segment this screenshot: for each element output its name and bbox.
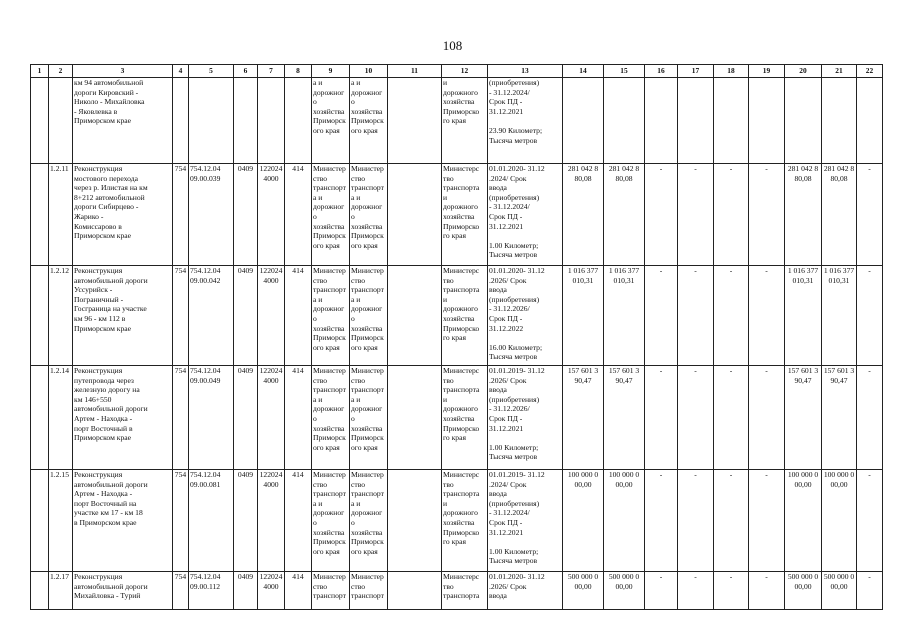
cell-col14 [563, 164, 604, 266]
cell-text: 01.01.2020- 31.12 .2026/ Срок ввода (приобретения) - 31.12.2026/ Срок ПД - 31.12.2022 16.00 Километр; Тысяча метров [489, 266, 545, 362]
cell-col-1 [31, 572, 49, 610]
cell-col17 [678, 78, 714, 164]
cell-name [73, 164, 173, 266]
cell-col9 [312, 572, 350, 610]
cell-vr [285, 470, 312, 572]
cell-col21 [822, 266, 857, 366]
cell-text: 1.2.17 [50, 572, 69, 581]
cell-name [73, 572, 173, 610]
cell-text: - [694, 572, 697, 581]
cell-grbs [173, 78, 189, 164]
cell-text: Министерс тво транспорта и дорожного хозяйства Приморско го края [443, 470, 480, 547]
cell-col21 [822, 164, 857, 266]
cell-text: Реконструкция путепровода через железную дорогу на км 146+550 автомобильной дороги Артем - Находка - порт Восточный в Приморском крае [74, 366, 148, 443]
cell-num [49, 572, 73, 610]
cell-col19 [749, 78, 785, 164]
cell-text: 500 000 0 00,00 [567, 572, 599, 591]
cell-kcsr [258, 366, 285, 470]
cell-text: 0409 [237, 366, 254, 375]
cell-text: а и дорожног о хозяйства Приморск ого края [351, 78, 384, 135]
cell-col14 [563, 366, 604, 470]
cell-num [49, 470, 73, 572]
cell-col11 [388, 78, 442, 164]
cell-text: 754.12.04 09.00.049 [190, 366, 221, 385]
cell-text: 157 601 3 90,47 [567, 366, 599, 385]
cell-vr [285, 572, 312, 610]
cell-col21 [822, 78, 857, 164]
cell-name [73, 266, 173, 366]
cell-col9 [312, 366, 350, 470]
cell-text: 122024 4000 [259, 572, 283, 591]
cell-col9 [312, 266, 350, 366]
cell-col20 [785, 78, 822, 164]
cell-text: 157 601 3 90,47 [823, 366, 855, 385]
cell-col9 [312, 470, 350, 572]
cell-text: - [868, 366, 871, 375]
column-header: 3 [73, 65, 173, 78]
cell-text: Министер ство транспорт а и дорожног о хозяйства Приморск ого края [351, 266, 384, 352]
cell-text: 414 [292, 266, 304, 275]
cell-col10 [350, 78, 388, 164]
cell-code [189, 78, 234, 164]
table-row [31, 470, 883, 572]
cell-col-1 [31, 470, 49, 572]
table-row [31, 572, 883, 610]
cell-text: - [659, 266, 663, 275]
cell-text: Реконструкция автомобильной дороги Михайловка - Турий [74, 572, 148, 601]
cell-text: 500 000 0 00,00 [823, 572, 855, 591]
cell-col17 [678, 470, 714, 572]
cell-col10 [350, 470, 388, 572]
cell-col12 [442, 470, 488, 572]
cell-text: 1 016 377 010,31 [608, 266, 640, 285]
cell-text: 414 [292, 572, 304, 581]
cell-text: Министер ство транспорт а и дорожног о хозяйства Приморск ого края [351, 164, 384, 250]
cell-text: - [729, 470, 733, 479]
cell-text: - [868, 164, 871, 173]
cell-text: 414 [292, 164, 304, 173]
cell-text: а и дорожног о хозяйства Приморск ого края [313, 78, 346, 135]
cell-col15 [604, 266, 645, 366]
cell-text: 281 042 8 80,08 [608, 164, 640, 183]
table-row [31, 78, 883, 164]
cell-col21 [822, 572, 857, 610]
cell-vr [285, 266, 312, 366]
cell-col11 [388, 366, 442, 470]
cell-text: 281 042 8 80,08 [567, 164, 599, 183]
cell-col13 [488, 164, 563, 266]
cell-col22 [857, 266, 883, 366]
cell-text: - [659, 164, 663, 173]
cell-text: 01.01.2019- 31.12 .2026/ Срок ввода (приобретения) - 31.12.2026/ Срок ПД - 31.12.2021 1.00 Километр; Тысяча метров [489, 366, 545, 462]
cell-num [49, 78, 73, 164]
column-number-row [31, 65, 883, 78]
column-header: 22 [857, 65, 883, 78]
cell-col20 [785, 572, 822, 610]
cell-col22 [857, 572, 883, 610]
cell-text: Министерс тво транспорта и дорожного хозяйства Приморско го края [443, 266, 480, 343]
cell-col12 [442, 366, 488, 470]
cell-col14 [563, 572, 604, 610]
cell-text: 122024 4000 [259, 164, 283, 183]
cell-grbs [173, 164, 189, 266]
cell-section [234, 164, 258, 266]
cell-kcsr [258, 164, 285, 266]
cell-col12 [442, 78, 488, 164]
table-body [31, 78, 883, 610]
column-header: 13 [488, 65, 563, 78]
cell-col11 [388, 266, 442, 366]
cell-text: 1 016 377 010,31 [787, 266, 819, 285]
cell-code [189, 164, 234, 266]
cell-col12 [442, 266, 488, 366]
cell-col18 [714, 266, 749, 366]
cell-text: - [729, 266, 733, 275]
table-row [31, 366, 883, 470]
column-header: 14 [563, 65, 604, 78]
page-number: 108 [442, 38, 463, 53]
cell-col11 [388, 572, 442, 610]
column-header: 16 [645, 65, 678, 78]
cell-col19 [749, 470, 785, 572]
cell-vr [285, 366, 312, 470]
cell-col21 [822, 366, 857, 470]
cell-kcsr [258, 266, 285, 366]
cell-text: Министерс тво транспорта [443, 572, 480, 601]
cell-col-1 [31, 266, 49, 366]
cell-col17 [678, 366, 714, 470]
cell-text: Министер ство транспорт а и дорожног о хозяйства Приморск ого края [351, 366, 384, 452]
cell-col11 [388, 164, 442, 266]
cell-col10 [350, 366, 388, 470]
cell-text: - [694, 266, 697, 275]
cell-col14 [563, 266, 604, 366]
cell-vr [285, 164, 312, 266]
cell-text: и дорожного хозяйства Приморско го края [443, 78, 480, 126]
cell-col16 [645, 266, 678, 366]
column-header: 19 [749, 65, 785, 78]
cell-text: 100 000 0 00,00 [608, 470, 640, 489]
cell-text: - [765, 164, 768, 173]
cell-text: 754.12.04 09.00.112 [190, 572, 221, 591]
cell-col13 [488, 78, 563, 164]
cell-col17 [678, 572, 714, 610]
cell-text: 414 [292, 366, 304, 375]
cell-text: Министер ство транспорт а и дорожног о хозяйства Приморск ого края [313, 164, 346, 250]
cell-text: Министерс тво транспорта и дорожного хозяйства Приморско го края [443, 164, 480, 241]
cell-col18 [714, 366, 749, 470]
cell-col19 [749, 266, 785, 366]
cell-text: 1 016 377 010,31 [567, 266, 599, 285]
cell-num [49, 366, 73, 470]
cell-col10 [350, 266, 388, 366]
cell-col20 [785, 366, 822, 470]
cell-text: - [694, 164, 697, 173]
cell-text: - [868, 572, 871, 581]
cell-col9 [312, 164, 350, 266]
cell-col20 [785, 470, 822, 572]
cell-col15 [604, 572, 645, 610]
cell-vr [285, 78, 312, 164]
cell-text: 0409 [237, 470, 254, 479]
cell-col19 [749, 366, 785, 470]
cell-col13 [488, 470, 563, 572]
cell-text: - [868, 266, 871, 275]
cell-text: 100 000 0 00,00 [567, 470, 599, 489]
cell-text: Министер ство транспорт а и дорожног о хозяйства Приморск ого края [351, 470, 384, 556]
cell-col18 [714, 78, 749, 164]
cell-grbs [173, 266, 189, 366]
cell-text: 100 000 0 00,00 [787, 470, 819, 489]
column-header: 4 [173, 65, 189, 78]
cell-text: 414 [292, 470, 304, 479]
cell-col19 [749, 164, 785, 266]
cell-text: 281 042 8 80,08 [823, 164, 855, 183]
cell-col14 [563, 78, 604, 164]
cell-text: 122024 4000 [259, 266, 283, 285]
cell-text: 1.2.14 [50, 366, 69, 375]
cell-text: Реконструкция автомобильной дороги Уссурийск - Пограничный - Госграница на участке км 96 - км 112 в Приморском крае [74, 266, 148, 333]
budget-table [30, 64, 883, 610]
cell-text: 157 601 3 90,47 [787, 366, 819, 385]
cell-col14 [563, 470, 604, 572]
column-header: 21 [822, 65, 857, 78]
cell-col18 [714, 572, 749, 610]
cell-num [49, 164, 73, 266]
cell-text: 281 042 8 80,08 [787, 164, 819, 183]
cell-code [189, 470, 234, 572]
cell-kcsr [258, 572, 285, 610]
cell-col-1 [31, 78, 49, 164]
cell-text: - [765, 470, 768, 479]
cell-text: 754 [174, 366, 187, 375]
cell-col15 [604, 78, 645, 164]
cell-col9 [312, 78, 350, 164]
cell-text: Реконструкция мостового перехода через р. Илистая на км 8+212 автомобильной дороги Сибирцево - Жарико - Комиссарово в Приморском крае [74, 164, 148, 241]
column-header: 10 [350, 65, 388, 78]
cell-text: - [694, 470, 697, 479]
column-header: 5 [189, 65, 234, 78]
cell-kcsr [258, 78, 285, 164]
cell-col11 [388, 470, 442, 572]
cell-text: - [659, 366, 663, 375]
cell-col22 [857, 366, 883, 470]
cell-col21 [822, 470, 857, 572]
cell-text: 500 000 0 00,00 [787, 572, 819, 591]
cell-section [234, 78, 258, 164]
cell-text: 754.12.04 09.00.081 [190, 470, 221, 489]
cell-text: - [765, 366, 768, 375]
cell-col-1 [31, 164, 49, 266]
cell-section [234, 572, 258, 610]
cell-name [73, 366, 173, 470]
cell-text: - [659, 572, 663, 581]
cell-text: - [729, 366, 733, 375]
cell-col12 [442, 164, 488, 266]
cell-col17 [678, 164, 714, 266]
cell-text: 122024 4000 [259, 366, 283, 385]
cell-col18 [714, 470, 749, 572]
cell-col20 [785, 164, 822, 266]
cell-text: - [659, 470, 663, 479]
cell-text: 1.2.15 [50, 470, 69, 479]
cell-col16 [645, 470, 678, 572]
cell-name [73, 470, 173, 572]
cell-grbs [173, 572, 189, 610]
cell-text: - [729, 572, 733, 581]
cell-kcsr [258, 470, 285, 572]
cell-text: Министер ство транспорт а и дорожног о хозяйства Приморск ого края [313, 366, 346, 452]
cell-text: - [765, 266, 768, 275]
cell-text: 754 [174, 164, 187, 173]
cell-num [49, 266, 73, 366]
cell-col13 [488, 366, 563, 470]
column-header: 6 [234, 65, 258, 78]
cell-code [189, 366, 234, 470]
cell-text: 754 [174, 266, 187, 275]
cell-code [189, 572, 234, 610]
cell-text: 01.01.2020- 31.12 .2026/ Срок ввода [489, 572, 545, 601]
cell-col22 [857, 78, 883, 164]
column-header: 7 [258, 65, 285, 78]
cell-col10 [350, 164, 388, 266]
cell-col-1 [31, 366, 49, 470]
cell-text: (приобретения) - 31.12.2024/ Срок ПД - 31.12.2021 23.90 Километр; Тысяча метров [489, 78, 543, 145]
cell-section [234, 470, 258, 572]
cell-text: 500 000 0 00,00 [608, 572, 640, 591]
cell-text: 754.12.04 09.00.042 [190, 266, 221, 285]
cell-text: - [694, 366, 697, 375]
cell-text: 0409 [237, 572, 254, 581]
cell-text: 100 000 0 00,00 [823, 470, 855, 489]
cell-col10 [350, 572, 388, 610]
cell-section [234, 366, 258, 470]
column-header: 11 [388, 65, 442, 78]
cell-text: 754 [174, 572, 187, 581]
cell-col15 [604, 470, 645, 572]
column-header: 17 [678, 65, 714, 78]
column-header: 9 [312, 65, 350, 78]
cell-text: 0409 [237, 266, 254, 275]
column-header: 20 [785, 65, 822, 78]
cell-col16 [645, 78, 678, 164]
cell-text: км 94 автомобильной дороги Кировский - Николо - Михайловка - Яковлевка в Приморском крае [74, 78, 145, 126]
cell-text: 01.01.2020- 31.12 .2024/ Срок ввода (приобретения) - 31.12.2024/ Срок ПД - 31.12.2021 1.00 Километр; Тысяча метров [489, 164, 545, 260]
cell-col20 [785, 266, 822, 366]
cell-code [189, 266, 234, 366]
cell-text: Реконструкция автомобильной дороги Артем - Находка - порт Восточный на участке км 17 - км 18 в Приморском крае [74, 470, 148, 527]
column-header: 12 [442, 65, 488, 78]
cell-text: Министер ство транспорт а и дорожног о хозяйства Приморск ого края [313, 266, 346, 352]
column-header: 18 [714, 65, 749, 78]
cell-col18 [714, 164, 749, 266]
cell-text: Министер ство транспорт [313, 572, 346, 601]
cell-text: 122024 4000 [259, 470, 283, 489]
cell-col17 [678, 266, 714, 366]
column-header: 2 [49, 65, 73, 78]
cell-col13 [488, 572, 563, 610]
cell-text: 754.12.04 09.00.039 [190, 164, 221, 183]
cell-col19 [749, 572, 785, 610]
cell-text: Министерс тво транспорта и дорожного хозяйства Приморско го края [443, 366, 480, 443]
cell-col16 [645, 164, 678, 266]
cell-name [73, 78, 173, 164]
cell-grbs [173, 366, 189, 470]
cell-text: 754 [174, 470, 187, 479]
cell-col15 [604, 164, 645, 266]
cell-col13 [488, 266, 563, 366]
cell-text: 1.2.12 [50, 266, 69, 275]
cell-text: - [868, 470, 871, 479]
cell-text: 1.2.11 [50, 164, 69, 173]
cell-text: Министер ство транспорт [351, 572, 384, 601]
cell-col22 [857, 470, 883, 572]
cell-text: 0409 [237, 164, 254, 173]
column-header: 15 [604, 65, 645, 78]
table-row [31, 266, 883, 366]
cell-text: - [765, 572, 768, 581]
cell-text: 157 601 3 90,47 [608, 366, 640, 385]
column-header: 8 [285, 65, 312, 78]
cell-text: 1 016 377 010,31 [823, 266, 855, 285]
cell-text: - [729, 164, 733, 173]
cell-col16 [645, 572, 678, 610]
cell-col22 [857, 164, 883, 266]
cell-text: Министер ство транспорт а и дорожног о хозяйства Приморск ого края [313, 470, 346, 556]
column-header: 1 [31, 65, 49, 78]
cell-col16 [645, 366, 678, 470]
cell-col12 [442, 572, 488, 610]
cell-grbs [173, 470, 189, 572]
cell-col15 [604, 366, 645, 470]
cell-text: 01.01.2019- 31.12 .2024/ Срок ввода (приобретения) - 31.12.2024/ Срок ПД - 31.12.2021 1.00 Километр; Тысяча метров [489, 470, 545, 566]
cell-section [234, 266, 258, 366]
table-row [31, 164, 883, 266]
